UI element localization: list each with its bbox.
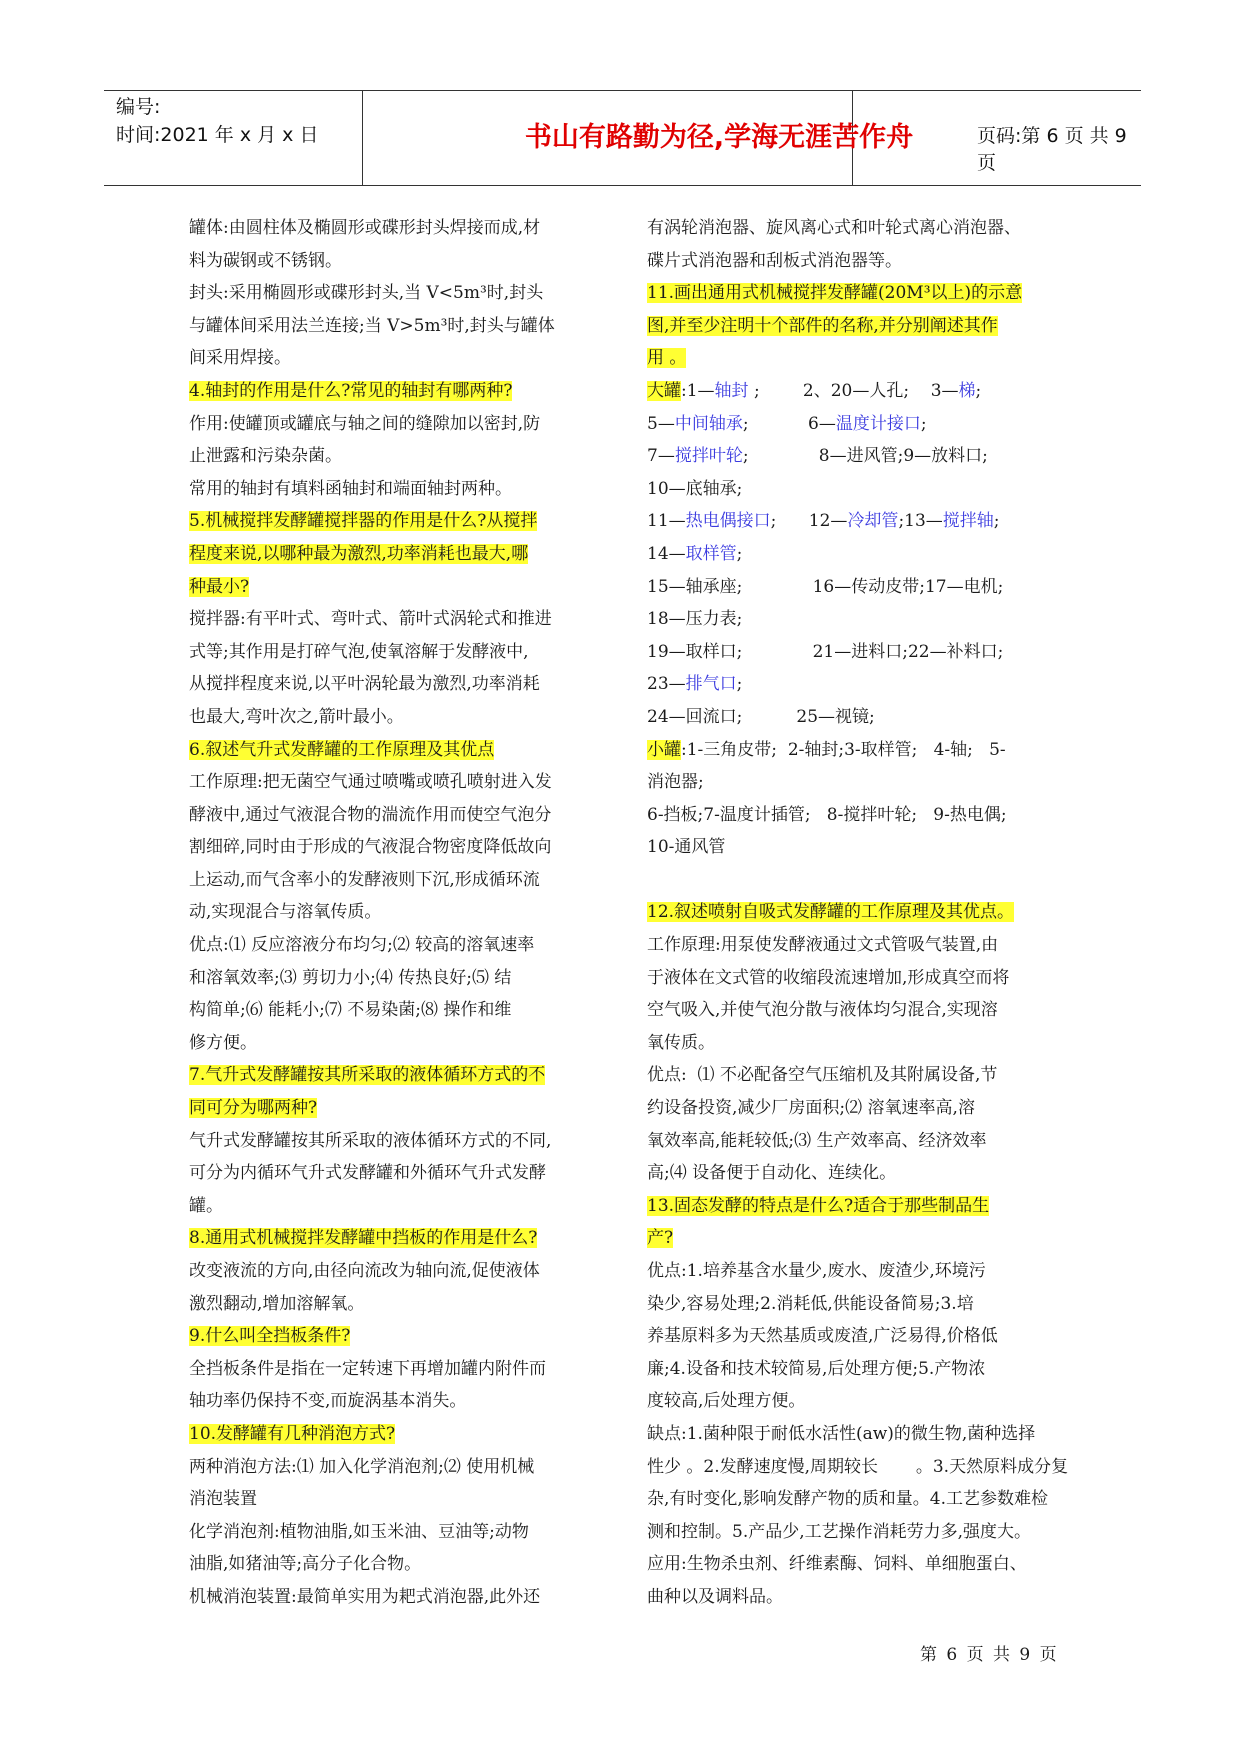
question-text: 7.气升式发酵罐按其所采取的液体循环方式的不 bbox=[189, 1065, 546, 1086]
text-line: 优点:⑴ 反应溶液分布均匀;⑵ 较高的溶氧速率 bbox=[189, 935, 535, 956]
part-name: 排气口 bbox=[685, 674, 737, 695]
header-divider bbox=[362, 91, 363, 185]
text-line: 空气吸入,并使气泡分散与液体均匀混合,实现溶 bbox=[647, 1000, 998, 1021]
header-meta bbox=[116, 93, 318, 149]
separator: ; bbox=[736, 674, 743, 695]
text-line: 罐。 bbox=[189, 1195, 223, 1216]
text-line: 从搅拌程度来说,以平叶涡轮最为激烈,功率消耗 bbox=[189, 674, 540, 695]
part-name: 梯 bbox=[958, 380, 976, 401]
text-line: 18—压力表; bbox=[647, 609, 743, 630]
question-8 bbox=[189, 1222, 619, 1255]
question-7 bbox=[189, 1059, 619, 1092]
part-name: 取样管 bbox=[685, 543, 737, 564]
text-line: 应用:生物杀虫剂、纤维素酶、饲料、单细胞蛋白、 bbox=[647, 1554, 1027, 1575]
question-text: 种最小? bbox=[189, 576, 250, 597]
part-number: ;13— bbox=[898, 511, 943, 532]
part-number: ; 6— bbox=[742, 413, 836, 434]
separator: ; bbox=[736, 543, 743, 564]
text-line: 构简单;⑹ 能耗小;⑺ 不易染菌;⑻ 操作和维 bbox=[189, 1000, 512, 1021]
text-line: 修方便。 bbox=[189, 1032, 257, 1053]
text-line: 氧效率高,能耗较低;⑶ 生产效率高、经济效率 bbox=[647, 1130, 987, 1151]
question-text: 8.通用式机械搅拌发酵罐中挡板的作用是什么? bbox=[189, 1228, 538, 1249]
text-span: :1-三角皮带; 2-轴封;3-取样管; 4-轴; 5- bbox=[681, 739, 1006, 760]
part-number: 7— bbox=[647, 446, 675, 467]
text-line: 气升式发酵罐按其所采取的液体循环方式的不同, bbox=[189, 1130, 552, 1151]
question-text: 图,并至少注明十个部件的名称,并分别阐述其作 bbox=[647, 315, 998, 336]
big-tank-line bbox=[647, 408, 1077, 441]
text-line: 曲种以及调料品。 bbox=[647, 1586, 783, 1607]
question-5 bbox=[189, 505, 619, 538]
text-line: 廉;4.设备和技术较简易,后处理方便;5.产物浓 bbox=[647, 1358, 986, 1379]
text-line: 化学消泡剂:植物油脂,如玉米油、豆油等;动物 bbox=[189, 1521, 529, 1542]
header-motto: 书山有路勤为径,学海无涯苦作舟 bbox=[524, 122, 914, 153]
question-text: 10.发酵罐有几种消泡方式? bbox=[189, 1423, 396, 1444]
text-line: 上运动,而气含率小的发酵液则下沉,形成循环流 bbox=[189, 869, 540, 890]
time-label: 时间:2021 年 x 月 x 日 bbox=[116, 124, 319, 146]
left-column bbox=[189, 212, 619, 1614]
text-line: 15—轴承座; 16—传动皮带;17—电机; bbox=[647, 576, 1004, 597]
separator: ; bbox=[920, 413, 927, 434]
question-text: 同可分为哪两种? bbox=[189, 1098, 318, 1119]
text-line: 性少 。2.发酵速度慢,周期较长 。3.天然原料成分复 bbox=[647, 1456, 1069, 1477]
question-text: 11.画出通用式机械搅拌发酵罐(20M³以上)的示意 bbox=[647, 283, 1023, 304]
text-line: 10-通风管 bbox=[647, 837, 726, 858]
question-10 bbox=[189, 1418, 619, 1451]
text-line: 高;⑷ 设备便于自动化、连续化。 bbox=[647, 1163, 897, 1184]
text-line: 缺点:1.菌种限于耐低水活性(aw)的微生物,菌种选择 bbox=[647, 1423, 1036, 1444]
question-text: 程度来说,以哪种最为激烈,功率消耗也最大,哪 bbox=[189, 543, 529, 564]
part-name: 搅拌叶轮 bbox=[674, 446, 743, 467]
text-line: 和溶氧效率;⑶ 剪切力小;⑷ 传热良好;⑸ 结 bbox=[189, 967, 512, 988]
text-line: 动,实现混合与溶氧传质。 bbox=[189, 902, 382, 923]
text-line: 割细碎,同时由于形成的气液混合物密度降低故向 bbox=[189, 837, 552, 858]
text-line: 测和控制。5.产品少,工艺操作消耗劳力多,强度大。 bbox=[647, 1521, 1032, 1542]
text-line: 6-挡板;7-温度计插管; 8-搅拌叶轮; 9-热电偶; bbox=[647, 804, 1007, 825]
small-tank-line bbox=[647, 734, 1077, 767]
right-column bbox=[647, 212, 1077, 1614]
text-line: 19—取样口; 21—进料口;22—补料口; bbox=[647, 641, 1004, 662]
text-line: 料为碳钢或不锈钢。 bbox=[189, 250, 342, 271]
big-tank-line bbox=[647, 538, 1077, 571]
text-line: 两种消泡方法:⑴ 加入化学消泡剂;⑵ 使用机械 bbox=[189, 1456, 535, 1477]
part-number: 5— bbox=[647, 413, 675, 434]
text-line: 优点: ⑴ 不必配备空气压缩机及其附属设备,节 bbox=[647, 1065, 998, 1086]
part-number: ; 2、20—人孔; 3— bbox=[748, 380, 959, 401]
text-line: 10—底轴承; bbox=[647, 478, 743, 499]
part-name: 冷却管 bbox=[847, 511, 899, 532]
text-line: 式等;其作用是打碎气泡,使氧溶解于发酵液中, bbox=[189, 641, 529, 662]
text-line: 可分为内循环气升式发酵罐和外循环气升式发酵 bbox=[189, 1163, 546, 1184]
question-text: 13.固态发酵的特点是什么?适合于那些制品生 bbox=[647, 1195, 990, 1216]
separator: ; bbox=[975, 380, 982, 401]
text-line: 常用的轴封有填料函轴封和端面轴封两种。 bbox=[189, 478, 512, 499]
text-line: 封头:采用椭圆形或碟形封头,当 V<5m³时,封头 bbox=[189, 283, 544, 304]
part-number: 14— bbox=[647, 543, 686, 564]
question-9 bbox=[189, 1320, 619, 1353]
question-text: 5.机械搅拌发酵罐搅拌器的作用是什么?从搅拌 bbox=[189, 511, 538, 532]
text-line: 轴功率仍保持不变,而旋涡基本消失。 bbox=[189, 1391, 467, 1412]
part-name: 中间轴承 bbox=[674, 413, 743, 434]
text-line: 养基原料多为天然基质或废渣,广泛易得,价格低 bbox=[647, 1326, 998, 1347]
page-header bbox=[104, 90, 1141, 186]
question-text: 产? bbox=[647, 1228, 674, 1249]
text-line: 24—回流口; 25—视镜; bbox=[647, 706, 875, 727]
question-4 bbox=[189, 375, 619, 408]
text-line: 氧传质。 bbox=[647, 1032, 715, 1053]
text-line: 消泡器; bbox=[647, 772, 704, 793]
text-line: 于液体在文式管的收缩段流速增加,形成真空而将 bbox=[647, 967, 1010, 988]
text-line: 酵液中,通过气液混合物的湍流作用而使空气泡分 bbox=[189, 804, 552, 825]
number-label: 编号: bbox=[116, 96, 161, 118]
text-line: 作用:使罐顶或罐底与轴之间的缝隙加以密封,防 bbox=[189, 413, 541, 434]
question-6 bbox=[189, 734, 619, 767]
text-line: 工作原理:用泵使发酵液通过文式管吸气装置,由 bbox=[647, 935, 999, 956]
text-line: 激烈翻动,增加溶解氧。 bbox=[189, 1293, 365, 1314]
text-line: 有涡轮消泡器、旋风离心式和叶轮式离心消泡器、 bbox=[647, 218, 1021, 238]
text-line: 碟片式消泡器和刮板式消泡器等。 bbox=[647, 250, 902, 271]
question-text: 9.什么叫全挡板条件? bbox=[189, 1326, 351, 1347]
text-line: 改变液流的方向,由径向流改为轴向流,促使液体 bbox=[189, 1261, 540, 1281]
text-line: 全挡板条件是指在一定转速下再增加罐内附件而 bbox=[189, 1358, 546, 1379]
big-tank-label: 大罐 bbox=[647, 380, 681, 401]
big-tank-line bbox=[647, 668, 1077, 701]
text-line: 油脂,如猪油等;高分子化合物。 bbox=[189, 1554, 422, 1575]
question-12 bbox=[647, 896, 1077, 929]
part-name: 热电偶接口 bbox=[685, 511, 771, 532]
text-line: 约设备投资,减少厂房面积;⑵ 溶氧速率高,溶 bbox=[647, 1098, 975, 1119]
part-number: :1— bbox=[681, 380, 715, 401]
question-text: 12.叙述喷射自吸式发酵罐的工作原理及其优点。 bbox=[647, 902, 1015, 923]
small-tank-label: 小罐 bbox=[647, 739, 681, 760]
header-page-label: 页码:第 6 页 共 9 页 bbox=[977, 125, 1127, 174]
question-text: 用 。 bbox=[647, 348, 687, 369]
text-line: 优点:1.培养基含水量少,废水、废渣少,环境污 bbox=[647, 1261, 986, 1281]
text-line: 搅拌器:有平叶式、弯叶式、箭叶式涡轮式和推进 bbox=[189, 609, 552, 630]
part-number: 11— bbox=[647, 511, 686, 532]
big-tank-line bbox=[647, 505, 1077, 538]
part-name: 轴封 bbox=[714, 380, 749, 401]
big-tank-line bbox=[647, 440, 1077, 473]
part-number: ; 8—进风管;9—放料口; bbox=[742, 446, 988, 467]
text-line: 工作原理:把无菌空气通过喷嘴或喷孔喷射进入发 bbox=[189, 772, 552, 793]
part-name: 搅拌轴 bbox=[942, 511, 994, 532]
text-line: 杂,有时变化,影响发酵产物的质和量。4.工艺参数难检 bbox=[647, 1489, 1049, 1510]
question-11 bbox=[647, 277, 1077, 310]
question-text: 4.轴封的作用是什么?常见的轴封有哪两种? bbox=[189, 380, 513, 401]
question-text: 6.叙述气升式发酵罐的工作原理及其优点 bbox=[189, 739, 495, 760]
question-13 bbox=[647, 1190, 1077, 1223]
text-line: 染少,容易处理;2.消耗低,供能设备简易;3.培 bbox=[647, 1293, 974, 1314]
text-line: 与罐体间采用法兰连接;当 V>5m³时,封头与罐体 bbox=[189, 315, 555, 336]
part-name: 温度计接口 bbox=[835, 413, 921, 434]
text-line: 止泄露和污染杂菌。 bbox=[189, 446, 342, 467]
text-line: 度较高,后处理方便。 bbox=[647, 1391, 806, 1412]
text-line: 消泡装置 bbox=[189, 1489, 257, 1510]
text-line: 也最大,弯叶次之,箭叶最小。 bbox=[189, 706, 404, 727]
spacer bbox=[647, 864, 1077, 897]
text-line: 间采用焊接。 bbox=[189, 348, 291, 369]
text-line: 机械消泡装置:最简单实用为耙式消泡器,此外还 bbox=[189, 1586, 541, 1607]
page-footer: 第 6 页 共 9 页 bbox=[920, 1645, 1059, 1665]
text-line: 罐体:由圆柱体及椭圆形或碟形封头焊接而成,材 bbox=[189, 218, 541, 238]
separator: ; bbox=[993, 511, 1000, 532]
part-number: ; 12— bbox=[770, 511, 848, 532]
big-tank-line bbox=[647, 375, 1077, 408]
part-number: 23— bbox=[647, 674, 686, 695]
